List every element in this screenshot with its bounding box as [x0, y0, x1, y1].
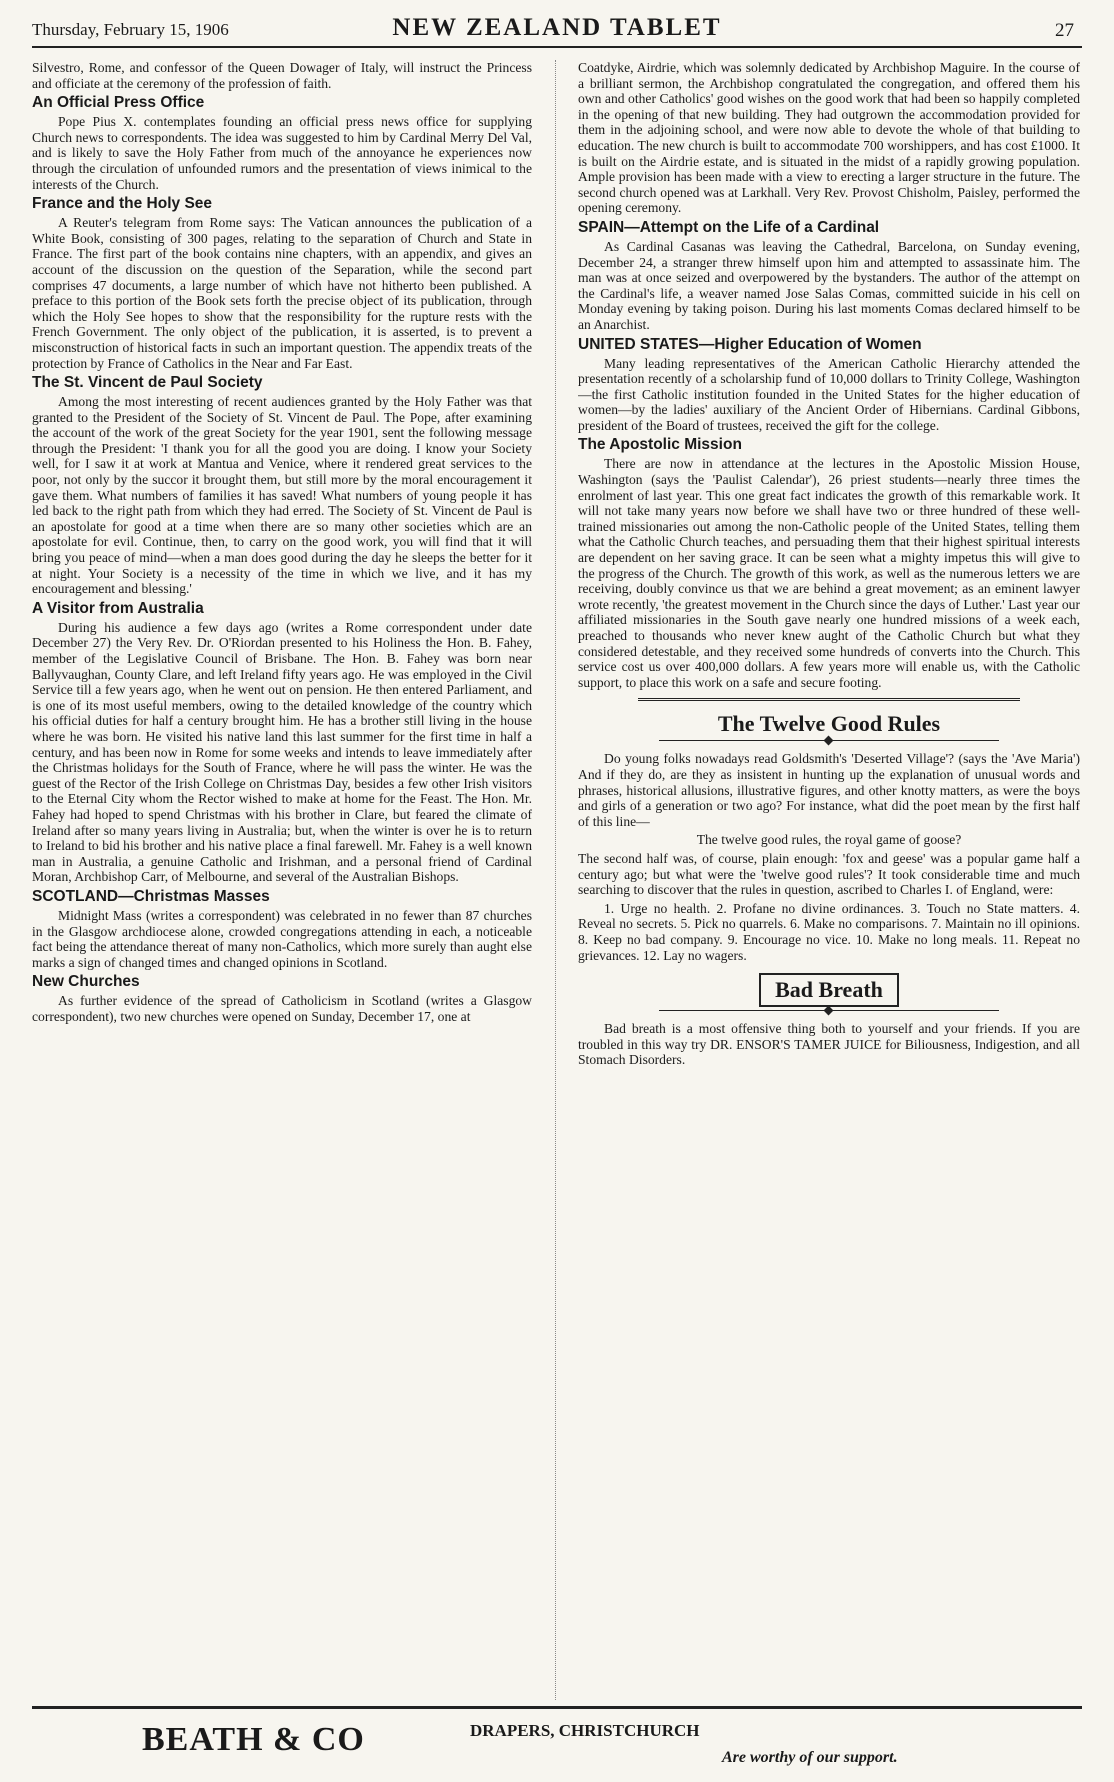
quoted-line: The twelve good rules, the royal game of goose? — [696, 832, 962, 848]
column-divider — [555, 60, 556, 1700]
article-paragraph: Among the most interesting of recent audiences granted by the Holy Father was that granted to the President of the Society of St. Vincent de Paul. The Pope, after examining the account of the work of the great Society for the year 1901, sent the following message through the President: 'I thank you for all the good you are doing. I know your Society well, for I saw it at work at Mantua and Venice, where it rendered great services to the poor, not only by the succor it brought them, but still more by the moral encouragement it gave them. What numbers of families it has saved! What numbers of young people it has led back to the right path from which they had erred. The Society of St. Vincent de Paul is an apostolate for good at a time when there are so many other societies which are an apostolate for evil. Continue, then, to carry on the good work, you will find that it will bring you peace of mind—when a man does good during the day he sleeps the better for it at night. Your Society is a necessity of the time in which we live, and it has my encouragement and blessing.' — [32, 394, 532, 597]
footer-brand: BEATH & CO — [142, 1721, 365, 1758]
ornament-rule — [659, 740, 999, 745]
footer-tagline: Are worthy of our support. — [722, 1749, 898, 1766]
section-heading: New Churches — [32, 973, 140, 991]
section-heading: SPAIN—Attempt on the Life of a Cardinal — [578, 218, 880, 236]
article-paragraph: During his audience a few days ago (writes a Rome correspondent under date December 27) the Very Rev. Dr. O'Riordan presented to his Holiness the Hon. B. Fahey, member of the Legislative Council of Brisbane. The Hon. B. Fahey was born near Ballyvaughan, County Clare, and left Ireland fifty years ago. He was employed in the Civil Service till a few years ago, when he went out on pension. He then entered Parliament, and is one of its most useful members, owing to the detailed knowledge of the country which his official duties for half a century brought him. He has a brother still living in the house where he was born. He visited his native land this last summer for the first time in half a century, and has been now in Rome for some weeks and intends to leave immediately after the Christmas holidays for the South of France, where he will pass the winter. He was the guest of the Rector of the Irish College on Christmas Day, besides a few other Irish visitors to the Eternal City whom the Rector wished to make at home for the Feast. The Hon. Mr. Fahey had hoped to spend Christmas with his brother in Clare, but feared the climate of Ireland after so many years living in Australia; but, when the winter is over he is to return to Ireland to bid his brother and his native place a final farewell. Mr. Fahey is a well known man in Australia, a genuine Catholic and Irishman, and a personal friend of Cardinal Moran, Archbishop Carr, of Melbourne, and several of the Australian Bishops. — [32, 619, 532, 885]
article-paragraph: Coatdyke, Airdrie, which was solemnly dedicated by Archbishop Maguire. In the course of a brilliant sermon, the Archbishop congratulated the congregation, and offered them his own and other Catholics' good wishes on the good work that had been so happily completed in the opening of that new building. They had outgrown the accommodation provided for them in the adjoining school, and were now able to devote the whole of that building to education. The new church is built to accommodate 700 worshippers, and has cost £1000. It is built on the Airdrie estate, and is situated in the midst of a rapidly growing population. Ample provision has been made with a view to erecting a larger structure in the future. The second church opened was at Larkhall. Very Rev. Provost Chisholm, Paisley, performed the opening ceremony. — [578, 60, 1080, 216]
advert-paragraph: Bad breath is a most offensive thing both to yourself and your friends. If you are troubled in this way try DR. ENSOR'S TAMER JUICE for Biliousness, Indigestion, and all Stomach Disorders. — [578, 1021, 1080, 1068]
article-paragraph: Midnight Mass (writes a correspondent) was celebrated in no fewer than 87 churches in the Glasgow archdiocese alone, crowded congregations attending in each, a noticeable fact being the attendance thereat of many non-Catholics, which more surely than aught else marks a sign of changed times and changed opinions in Scotland. — [32, 907, 532, 970]
right-column — [578, 60, 1080, 1700]
article-paragraph: Do young folks nowadays read Goldsmith's 'Deserted Village'? (says the 'Ave Maria') And if they do, are they as insistent in hunting up the explanation of unusual words and phrases, historical allusions, illustrative figures, and other knotty matters, as were the boys and girls of a generation or two ago? For instance, what did the poet mean by the first half of this line— — [578, 751, 1080, 829]
left-column — [32, 60, 532, 1700]
section-heading: SCOTLAND—Christmas Masses — [32, 887, 270, 905]
section-heading: An Official Press Office — [32, 94, 205, 112]
article-paragraph: As further evidence of the spread of Catholicism in Scotland (writes a Glasgow correspondent), two new churches were opened on Sunday, December 17, one at — [32, 993, 532, 1024]
ornament-rule — [659, 1010, 999, 1015]
issue-date: Thursday, February 15, 1906 — [32, 20, 229, 39]
masthead — [32, 14, 1082, 48]
article-paragraph: A Reuter's telegram from Rome says: The Vatican announces the publication of a White Book, consisting of 300 pages, relating to the separation of Church and State in France. The first part of the book contains nine chapters, with an appendix, and gives an account of the discussion on the question of the Separation, while the second part comprises 47 documents, a large number of which have not hitherto been published. A preface to this portion of the Book sets forth the precise object of its publication, through which the Holy See hopes to show that the responsibility for the rupture rests with the French Government. The only object of the publication, it is asserted, is to prevent a misconstruction of historical facts in such an important question. The appendix treats of the protection by France of Catholics in the Near and Far East. — [32, 215, 532, 371]
rules-list: 1. Urge no health. 2. Profane no divine ordinances. 3. Touch no State matters. 4. Reveal no secrets. 5. Pick no quarrels. 6. Make no comparisons. 7. Maintain no ill opinions. 8. Keep no bad company. 9. Encourage no vice. 10. Make no long meals. 11. Repeat no grievances. 12. Lay no wagers. — [578, 900, 1080, 963]
article-paragraph: The second half was, of course, plain enough: 'fox and geese' was a popular game half a century ago; but what were the 'twelve good rules'? It took considerable time and much searching to discover that the rules in question, ascribed to Charles I. of England, were: — [578, 850, 1080, 898]
diamond-ornament-icon — [824, 736, 834, 746]
page-number: 27 — [1055, 20, 1074, 41]
article-paragraph: Pope Pius X. contemplates founding an official press news office for supplying Church news to correspondents. The idea was suggested to him by Cardinal Merry Del Val, and is likely to save the Holy Father from much of the annoyance he experiences now through the circulation of unfounded rumors and the presentation of views inimical to the interests of the Church. — [32, 114, 532, 192]
footer-advert — [32, 1706, 1082, 1775]
advert-title: Bad Breath — [759, 973, 899, 1007]
section-heading: The St. Vincent de Paul Society — [32, 374, 263, 392]
article-paragraph: As Cardinal Casanas was leaving the Cathedral, Barcelona, on Sunday evening, December 24, a stranger threw himself upon him and attempted to assassinate him. The man was at once seized and overpowered by the bystanders. The author of the attempt on the Cardinal's life, a weaver named Jose Salas Comas, committed suicide in his cell on Monday evening by taking poison. During his last moments Comas declared himself to be an Anarchist. — [578, 238, 1080, 332]
paper-title: NEW ZEALAND TABLET — [392, 14, 722, 41]
section-heading: The Apostolic Mission — [578, 436, 742, 454]
feature-title: The Twelve Good Rules — [717, 711, 941, 737]
section-heading: A Visitor from Australia — [32, 599, 204, 617]
section-heading: UNITED STATES—Higher Education of Women — [578, 335, 922, 353]
section-heading: France and the Holy See — [32, 195, 213, 213]
bad-breath-header — [578, 973, 1080, 1015]
article-paragraph: Silvestro, Rome, and confessor of the Queen Dowager of Italy, will instruct the Princess and officiate at the ceremony of the profession of faith. — [32, 60, 532, 91]
article-paragraph: Many leading representatives of the American Catholic Hierarchy attended the presentation recently of a scholarship fund of 10,000 dollars to Trinity College, Washington—the first Catholic institution founded in the United States for the higher education of women—by the ladies' auxiliary of the Ancient Order of Hibernians. Cardinal Gibbons, president of the Board of trustees, received the gift for the college. — [578, 355, 1080, 433]
diamond-ornament-icon — [824, 1006, 834, 1016]
section-rule — [638, 698, 1020, 701]
article-paragraph: There are now in attendance at the lectures in the Apostolic Mission House, Washington (says the 'Paulist Calendar'), 26 priest students—nearly three times the enrolment of last year. This one great fact indicates the growth of this remarkable work. It will not take many years now before we shall have two or three hundred of these well-trained missionaries out among the non-Catholic people of the United States, telling them what the Catholic Church teaches, and persuading them that their highest spiritual interests are dependent on her saving grace. It can be seen what a mighty impetus this will give to the progress of the Church. The growth of this work, as well as the numerous letters we are receiving, doubly convince us that we are behind a great movement; as an eminent lawyer wrote recently, 'the greatest movement in the Church since the days of Luther.' Last year our affiliated missionaries in the South gave nearly one hundred missions of a week each, preached to thousands who never knew aught of the Catholic Church but what they considered detestable, and they received some hundreds of converts into the Church. This service cost us over 400,000 dollars. A few years more will enable us, with the Catholic support, to place this work on a safe and secure footing. — [578, 456, 1080, 690]
footer-trade: DRAPERS, CHRISTCHURCH — [470, 1721, 700, 1740]
twelve-rules-header — [578, 711, 1080, 745]
